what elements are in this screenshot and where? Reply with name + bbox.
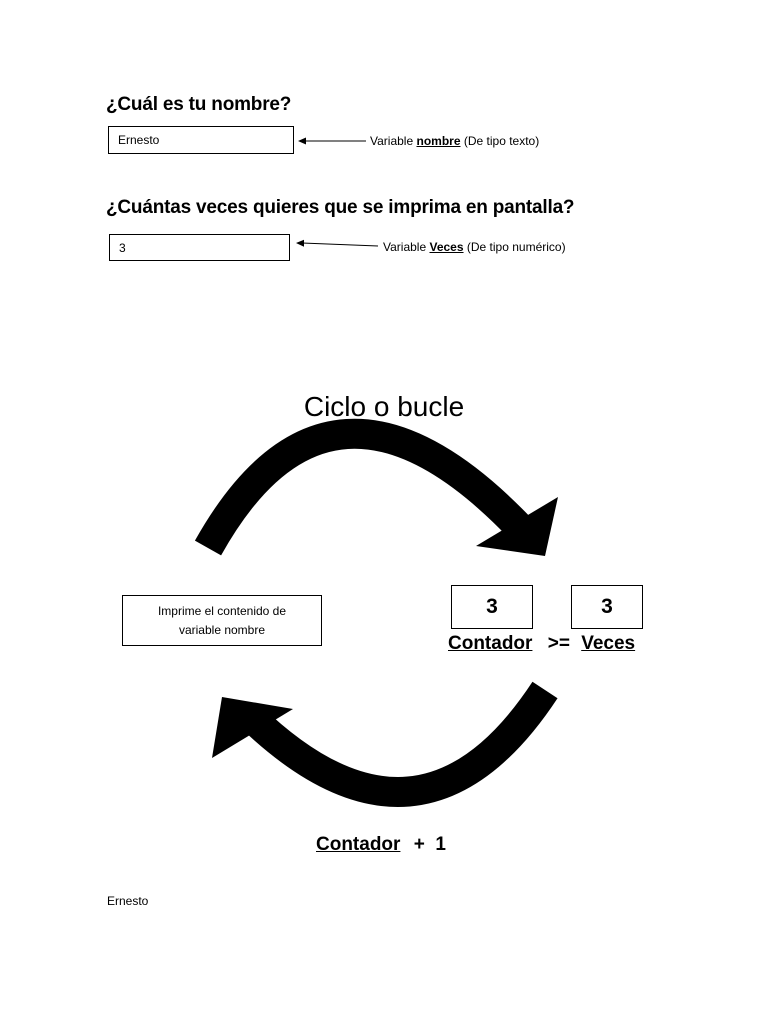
times-annotation: Variable Veces (De tipo numérico) [383,240,566,254]
times-label: Veces [581,633,636,654]
increment-operator: + 1 [413,834,446,855]
increment-counter-label: Contador [316,834,401,855]
diagram-title: Ciclo o bucle [303,391,465,422]
times-value-box: 3 [571,585,643,629]
question-name-label: ¿Cuál es tu nombre? [106,94,292,115]
comparison-expression [448,633,635,655]
name-pointer-arrow [298,138,366,145]
print-step-line1: Imprime el contenido de [157,603,287,618]
times-variable: Veces [429,240,464,254]
question-times-label: ¿Cuántas veces quieres que se imprima en pantalla? [106,197,575,218]
loop-arrow-bottom-icon [212,690,545,792]
print-step-box [122,595,322,646]
name-variable: nombre [416,134,461,148]
comparison-operator: >= [547,633,570,654]
times-pointer-arrow [296,240,378,247]
counter-value-box: 3 [451,585,533,629]
increment-expression [316,834,446,856]
print-step-line2: variable nombre [178,622,266,637]
counter-label: Contador [448,633,533,654]
loop-arrow-top-icon [208,434,558,556]
name-annotation: Variable nombre (De tipo texto) [370,134,540,148]
output-text: Ernesto [107,894,149,908]
